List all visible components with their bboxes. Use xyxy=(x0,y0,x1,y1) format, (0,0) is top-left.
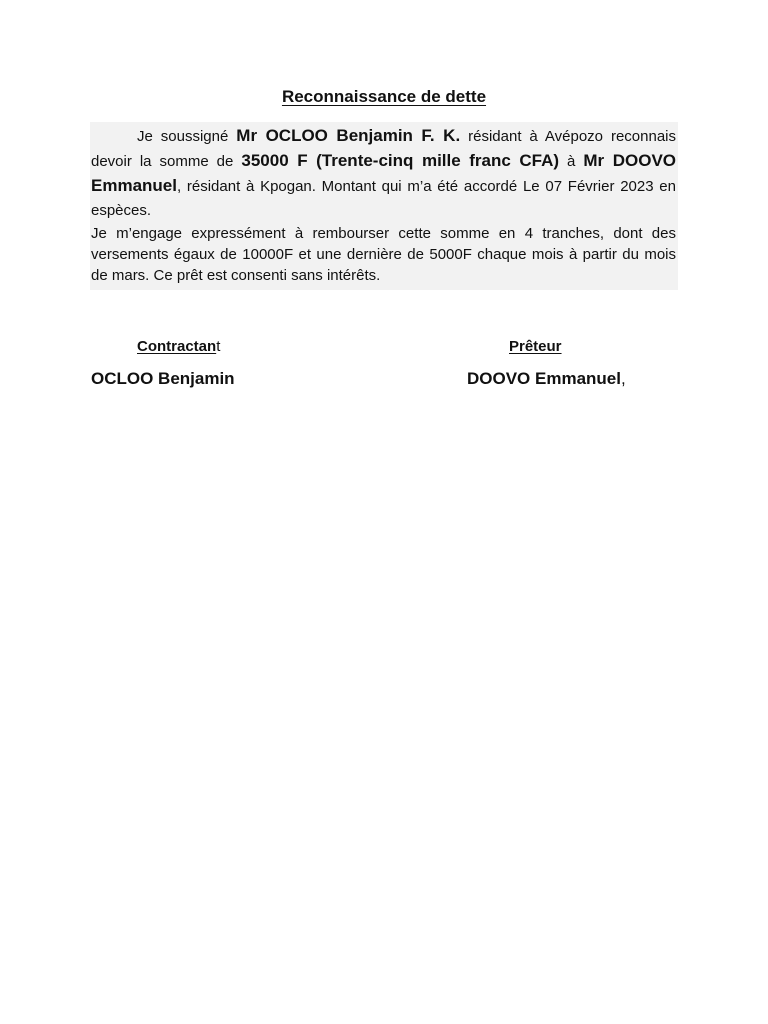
paragraph-acknowledgement xyxy=(91,124,676,223)
label-text-tail: t xyxy=(216,338,221,355)
debtor-name: Mr OCLOO Benjamin F. K. xyxy=(236,126,461,145)
signature-name-preteur xyxy=(467,369,626,389)
signature-label-preteur xyxy=(509,338,562,355)
text-segment: à xyxy=(559,153,584,170)
name-text: DOOVO Emmanuel xyxy=(467,369,621,388)
name-text-tail: , xyxy=(620,369,626,388)
label-text: Contractan xyxy=(137,338,217,355)
document-title: Reconnaissance de dette xyxy=(281,87,487,106)
paragraph-repayment-terms: Je m’engage expressément à rembourser cette somme en 4 tranches, dont des versements égaux de 10000F et une dernière de 5000F chaque mois à partir du mois de mars. Ce prêt est consenti sans intérêts. xyxy=(91,225,676,284)
signature-label-contractant xyxy=(137,338,220,355)
label-text: Prêteur xyxy=(509,338,562,355)
debt-acknowledgement-body xyxy=(90,122,678,290)
loan-amount: 35000 F (Trente-cinq mille franc CFA) xyxy=(241,151,560,170)
text-segment: , résidant à Kpogan. Montant qui m’a été accordé Le 07 Février 2023 en espèces. xyxy=(91,178,676,219)
signature-name-contractant: OCLOO Benjamin xyxy=(91,369,235,388)
text-segment: résidant à Avépozo reconnais devoir la somme de xyxy=(91,128,676,170)
creditor-name: Mr DOOVO Emmanuel xyxy=(91,151,677,195)
text-segment: Je soussigné xyxy=(137,128,237,145)
